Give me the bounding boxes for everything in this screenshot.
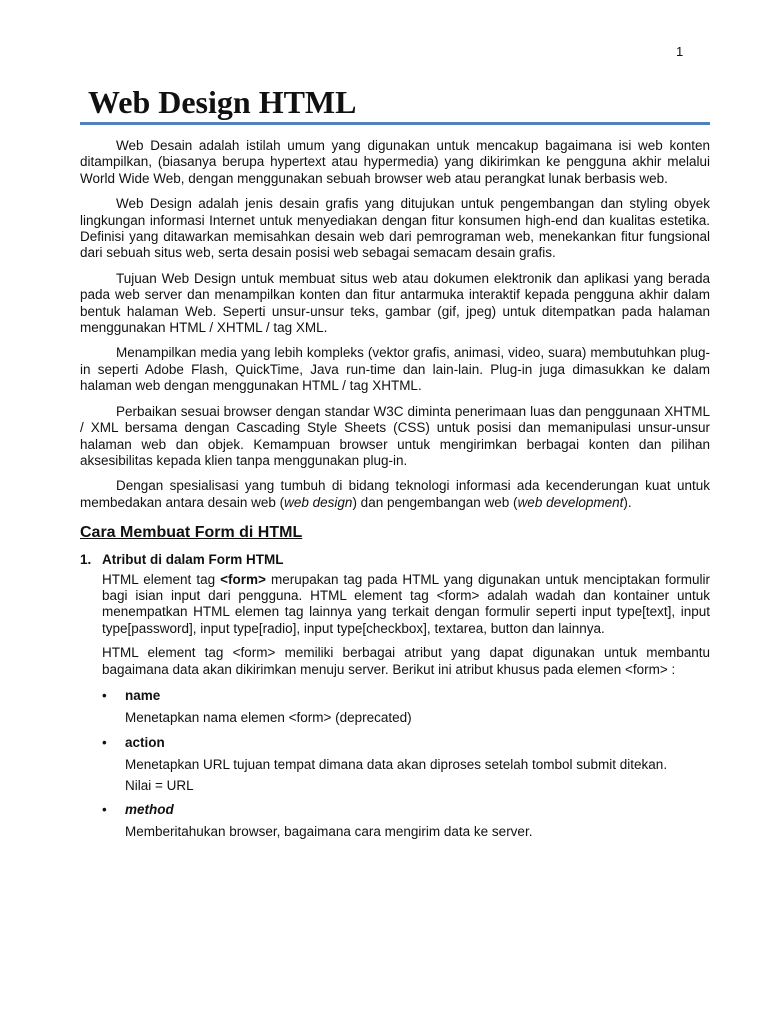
document-body: [80, 138, 710, 849]
term-web-design: web design: [284, 494, 353, 510]
attribute-list: [102, 688, 710, 841]
paragraph-1: Web Desain adalah istilah umum yang digunakan untuk mencakup bagaimana isi web konten ditampilkan, (biasanya berupa hypertext atau hypermedia) yang dikirimkan ke pengguna akhir melalui World Wide Web, dengan menggunakan sebuah browser web atau perangkat lunak berbasis web.: [80, 138, 710, 186]
form-tag-paragraph: [102, 572, 710, 638]
section-heading: Cara Membuat Form di HTML: [80, 524, 303, 542]
attribute-description: Menetapkan URL tujuan tempat dimana data akan diproses setelah tombol submit ditekan.: [125, 757, 668, 773]
subsection-title: Atribut di dalam Form HTML: [102, 552, 284, 568]
attribute-item-action: [102, 735, 710, 794]
form-attributes-intro: HTML element tag <form> memiliki berbagai atribut yang dapat digunakan untuk membantu bagaimana data akan dikirimkan menuju server. Berikut ini atribut khusus pada elemen <form> :: [102, 645, 710, 677]
bullet-icon: •: [102, 802, 107, 817]
bullet-icon: •: [102, 687, 107, 703]
attribute-value: Nilai = URL: [125, 777, 194, 793]
attribute-description: Menetapkan nama elemen <form> (deprecated): [125, 710, 412, 726]
bullet-icon: •: [102, 734, 107, 750]
page-number: 1: [676, 44, 684, 59]
title-underline-rule: [80, 122, 710, 125]
attribute-name: method: [125, 802, 174, 817]
paragraph-2: Web Design adalah jenis desain grafis yang ditujukan untuk pengembangan dan styling obyek lingkungan informasi Internet untuk menyediakan dengan fitur konsumen high-end dan kualitas estetika. Definisi yang ditawarkan memisahkan desain web dari pemrograman web, menekankan fitur fungsional dari sebuah situs web, serta desain posisi web sebagai semacam desain grafis.: [80, 196, 710, 261]
document-title: Web Design HTML: [88, 84, 357, 120]
form-tag-text-2: merupakan tag pada HTML yang digunakan untuk menciptakan formulir bagi isian input dari pengguna. HTML element tag <form> adalah wadah dan kontainer untuk menempatkan HTML elemen tag lainnya yang terkait dengan formulir seperti input type[text], input type[password], input type[radio], input type[checkbox], textarea, button dan lainnya.: [102, 571, 710, 636]
paragraph-6-text-1: Dengan spesialisasi yang tumbuh di bidang teknologi informasi ada kecenderungan kuat untuk membedakan antara desain web (: [80, 478, 710, 510]
attribute-item-name: [102, 688, 710, 727]
attribute-name: action: [125, 734, 165, 750]
subsection-heading: [80, 552, 710, 568]
subsection-body: [102, 572, 710, 841]
term-web-development: web development: [517, 494, 624, 510]
paragraph-5: Perbaikan sesuai browser dengan standar W3C diminta penerimaan luas dan penggunaan XHTML / XML bersama dengan Cascading Style Sheets (CSS) untuk posisi dan memanipulasi unsur-unsur halaman web dan objek. Kemampuan browser untuk mengirimkan berbagai konten dan pilihan aksesibilitas kepada klien tanpa menggunakan plug-in.: [80, 403, 710, 468]
form-tag-text-1: HTML element tag: [102, 571, 221, 587]
paragraph-3: Tujuan Web Design untuk membuat situs web atau dokumen elektronik dan aplikasi yang berada pada web server dan menampilkan konten dan fitur antarmuka interaktif kepada pengguna akhir dalam bentuk halaman Web. Seperti unsur-unsur teks, gambar (gif, jpeg) untuk ditempatkan pada halaman menggunakan HTML / XHTML / tag XML.: [80, 270, 710, 336]
paragraph-6-text-2: ) dan pengembangan web (: [352, 494, 518, 510]
subsection-number: 1.: [80, 552, 92, 568]
paragraph-4: Menampilkan media yang lebih kompleks (vektor grafis, animasi, video, suara) membutuhkan plug-in seperti Adobe Flash, QuickTime, Java run-time dan lain-lain. Plug-in juga dimasukkan ke dalam halaman web dengan menggunakan HTML / tag XHTML.: [80, 345, 710, 394]
attribute-description: Memberitahukan browser, bagaimana cara mengirim data ke server.: [125, 824, 533, 840]
attribute-name: name: [125, 687, 161, 703]
attribute-item-method: [102, 802, 710, 841]
paragraph-6-text-3: ).: [623, 494, 632, 510]
paragraph-6: [80, 478, 710, 511]
form-tag-bold: <form>: [220, 571, 266, 587]
